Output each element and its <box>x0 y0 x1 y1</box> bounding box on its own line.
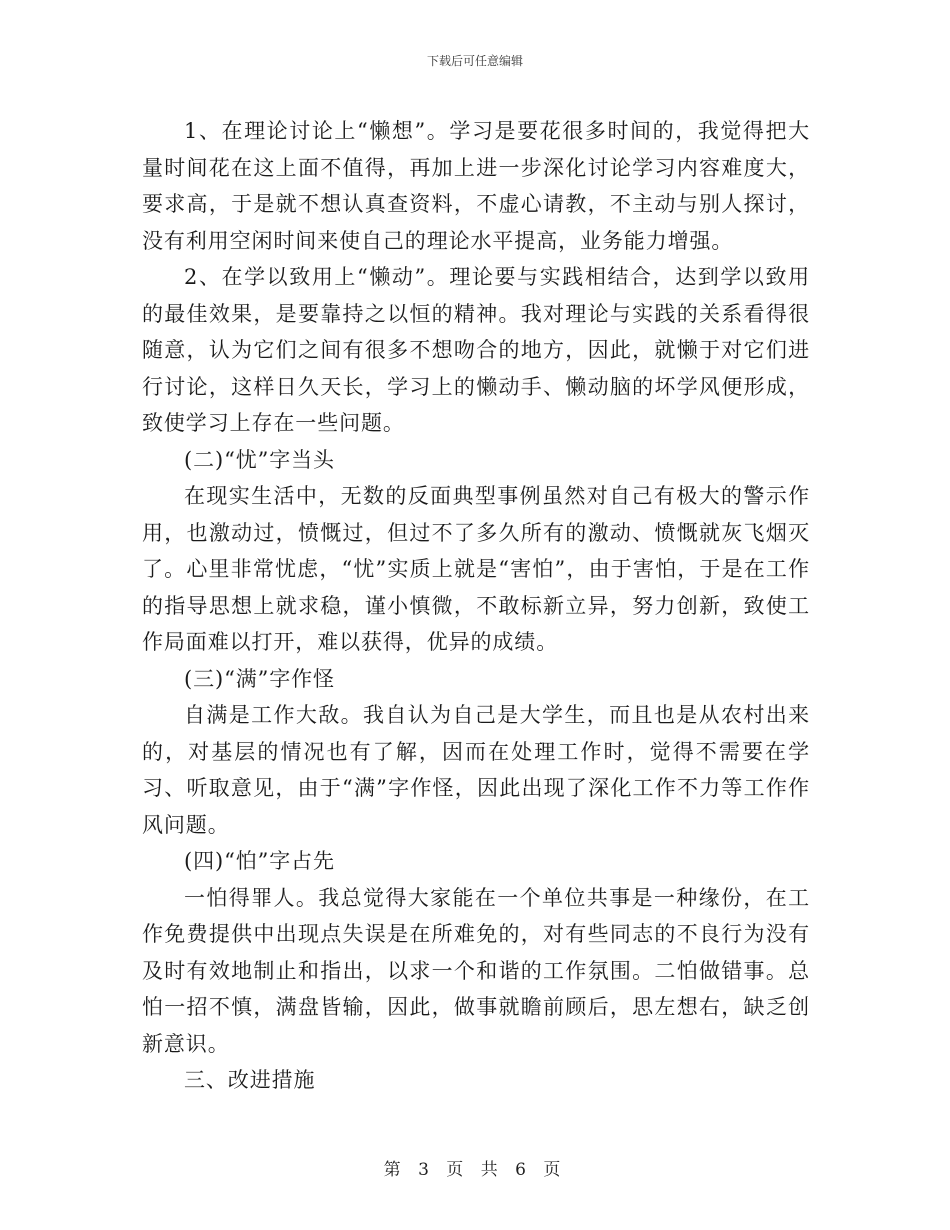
body-text <box>142 113 810 1099</box>
paragraph-lazy-thinking: 1、在理论讨论上“懒想”。学习是要花很多时间的，我觉得把大量时间花在这上面不值得，再加上进一步深化讨论学习内容难度大，要求高，于是就不想认真查资料，不虚心请教，不主动与别人探讨，没有利用空闲时间来使自己的理论水平提高，业务能力增强。 <box>142 119 810 253</box>
page-header: 下载后可任意编辑 <box>426 54 523 68</box>
paragraph-lazy-action: 2、在学以致用上“懒动”。理论要与实践相结合，达到学以致用的最佳效果，是要靠持之以恒的精神。我对理论与实践的关系看得很随意，认为它们之间有很多不想吻合的地方，因此，就懒于对它们进行讨论，这样日久天长，学习上的懒动手、懒动脑的坏学风便形成，致使学习上存在一些问题。 <box>142 265 810 435</box>
subheading-complacency: (三)“满”字作怪 <box>184 666 335 691</box>
paragraph-worry: 在现实生活中，无数的反面典型事例虽然对自己有极大的警示作用，也激动过，愤慨过，但过不了多久所有的激动、愤慨就灰飞烟灭了。心里非常忧虑，“忧”实质上就是“害怕”，由于害怕，于是在工作的指导思想上就求稳，谨小慎微，不敢标新立异，努力创新，致使工作局面难以打开，难以获得，优异的成绩。 <box>142 484 810 654</box>
section-heading-improvement: 三、改进措施 <box>184 1068 316 1092</box>
page-number: 第 3 页 共 6 页 <box>383 1160 567 1180</box>
paragraph-fear: 一怕得罪人。我总觉得大家能在一个单位共事是一种缘份，在工作免费提供中出现点失误是在所难免的，对有些同志的不良行为没有及时有效地制止和指出，以求一个和谐的工作氛围。二怕做错事。总怕一招不慎，满盘皆输，因此，做事就瞻前顾后，思左想右，缺乏创新意识。 <box>142 885 810 1056</box>
paragraph-complacency: 自满是工作大敌。我自认为自己是大学生，而且也是从农村出来的，对基层的情况也有了解，因而在处理工作时，觉得不需要在学习、听取意见，由于“满”字作怪，因此出现了深化工作不力等工作作风问题。 <box>142 703 810 837</box>
subheading-worry: (二)“忧”字当头 <box>184 447 335 472</box>
subheading-fear: (四)“怕”字占先 <box>184 849 335 873</box>
